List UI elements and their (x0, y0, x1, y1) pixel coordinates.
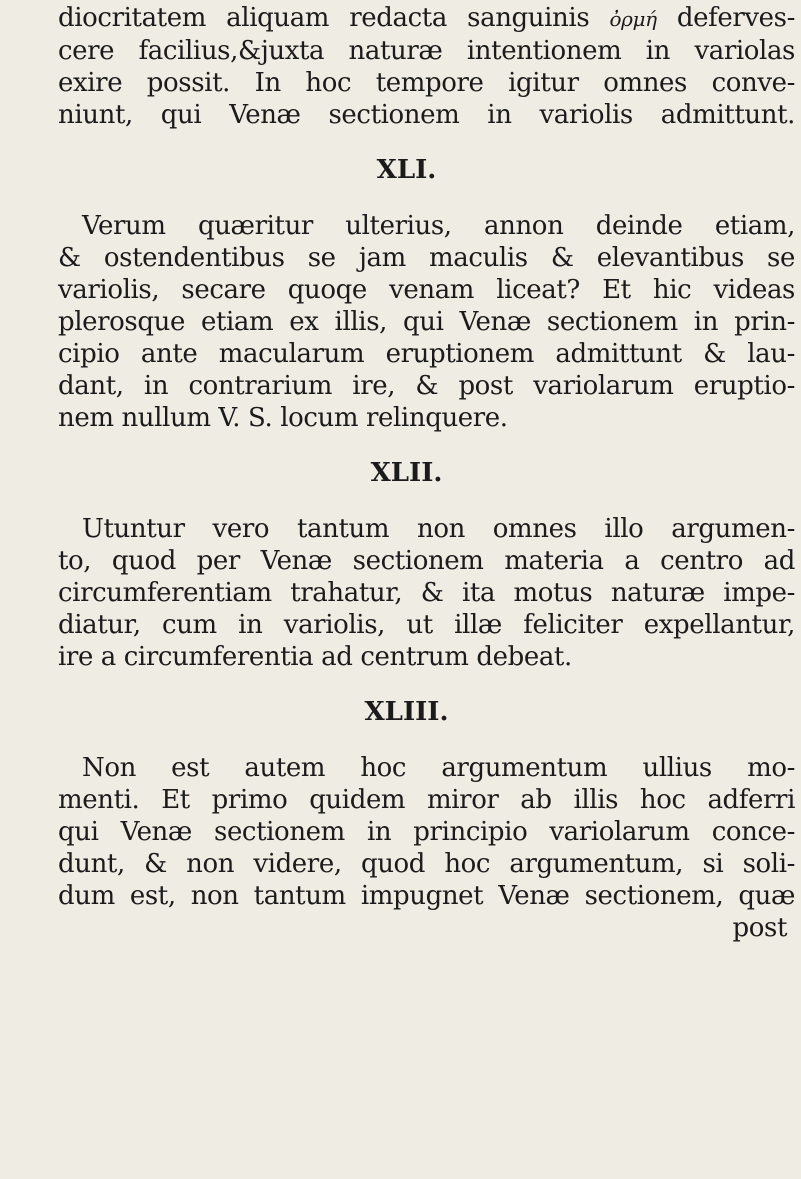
paragraph-top (58, 2, 795, 131)
section-heading-42: XLII. (370, 458, 443, 488)
text-line: ire a circumferentia ad centrum debeat. (58, 642, 572, 672)
text-line: cipio ante macularum eruptionem admittunt & lau- (58, 339, 795, 369)
text-line: menti. Et primo quidem miror ab illis hoc adferri (58, 785, 795, 815)
section-heading-43: XLIII. (364, 697, 449, 727)
text-line: variolis, secare quoqe venam liceat? Et hic videas (58, 275, 795, 305)
text-line: niunt, qui Venæ sectionem in variolis admittunt. (58, 100, 795, 130)
text-line: cere facilius,&juxta naturæ intentionem in variolas (58, 36, 795, 66)
text-line: Non est autem hoc argumentum ullius mo- (82, 753, 795, 783)
paragraph-41 (58, 210, 795, 434)
text-segment: deferves- (676, 3, 795, 33)
section-heading-41: XLI. (376, 155, 437, 185)
text-line: Verum quæritur ulterius, annon deinde etiam, (82, 211, 795, 241)
paragraph-43 (58, 752, 795, 912)
text-line: dunt, & non videre, quod hoc argumentum, si soli- (58, 849, 795, 879)
paragraph-42 (58, 513, 795, 673)
text-line: circumferentiam trahatur, & ita motus naturæ impe- (58, 578, 795, 608)
text-line: nem nullum V. S. locum relinquere. (58, 403, 508, 433)
text-line: dant, in contrarium ire, & post variolarum eruptio- (58, 371, 795, 401)
greek-word: ὀρμή (609, 7, 657, 31)
text-line: exire possit. In hoc tempore igitur omnes conve- (58, 68, 795, 98)
text-line: diatur, cum in variolis, ut illæ feliciter expellantur, (58, 610, 795, 640)
text-line: dum est, non tantum impugnet Venæ sectionem, quæ (58, 881, 795, 911)
catchword: post (732, 913, 787, 943)
book-page (0, 2, 801, 1179)
text-line: to, quod per Venæ sectionem materia a centro ad (58, 546, 795, 576)
text-line (58, 2, 795, 35)
text-line: plerosque etiam ex illis, qui Venæ sectionem in prin- (58, 307, 795, 337)
text-line: qui Venæ sectionem in principio variolarum conce- (58, 817, 795, 847)
text-line: & ostendentibus se jam maculis & elevantibus se (58, 243, 795, 273)
text-segment: diocritatem aliquam redacta sanguinis (58, 3, 590, 33)
text-line: Utuntur vero tantum non omnes illo argumen- (82, 514, 795, 544)
